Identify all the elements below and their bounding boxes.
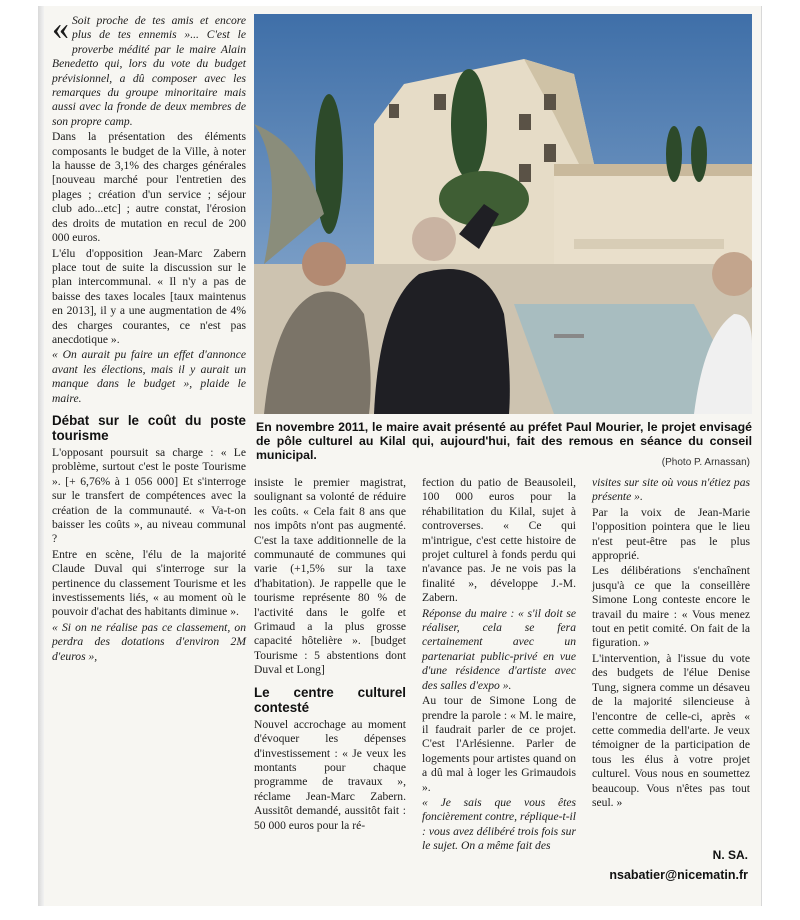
paragraph: visites sur site où vous n'étiez pas présente ». [592,476,750,504]
paragraph: insiste le premier magistrat, soulignant sa volonté de réduire les coûts. « Cela fait 8 ans que nos impôts n'ont pas augmenté. C'est la taxe additionnelle de la communauté de communes qui varie (+1,5% sur la taxe d'habitation). Je rappelle que le tourisme représente 80 % de l'activité dans le golfe et Grimaud a la plus grosse capacité hôtelière ». [budget Tourisme : 5 abstentions dont Duval et Long] [254,476,406,677]
column-1 [52,10,246,665]
article-photo [254,14,752,414]
subheading-tourisme: Débat sur le coût du poste tourisme [52,412,246,443]
paragraph: fection du patio de Beausoleil, 100 000 euros pour la réhabilitation du Kilal, sujet à controverses. « Ce qui m'intrigue, c'est cette histoire de projet culturel à fonds perdu qui n'avance pas. Je ne vois pas la finalité », développe J.-M. Zabern. [422,476,576,605]
paragraph: Entre en scène, l'élu de la majorité Claude Duval qui s'interroge sur la pertinence du classement Tourisme et les investissements liés, « au moment où le pouvoir d'achat des habitants diminue ». [52,547,246,619]
paragraph: Réponse du maire : « s'il doit se réaliser, cela se fera certainement avec un partenariat public-privé en vue d'une résidence d'artiste avec des salles d'expo ». [422,606,576,692]
photo-credit: (Photo P. Arnassan) [661,457,750,468]
column-2 [254,476,406,834]
photo-illustration [254,14,752,414]
author-initials: N. SA. [712,848,748,862]
paragraph: Dans la présentation des éléments composants le budget de la Ville, à noter la hausse de 3,1% des charges générales [nouveau marché pour l'entretien des plages ; création d'un service ; séjour club ado...etc] ; autre constat, l'érosion des droits de mutation en recul de 200 000 euros. [52,130,246,245]
paragraph: Les délibérations s'enchaînent jusqu'à ce que la conseillère Simone Long conteste encore le travail du maire : « Vous menez tout en petit comité. On fait de la figuration. » [592,564,750,650]
paragraph: Nouvel accrochage au moment d'évoquer les dépenses d'investissement : « Je veux les montants pour chaque programme de travaux », réclame Jean-Marc Zabern. Aussitôt demandé, aussitôt fait : 50 000 euros pour la ré- [254,717,406,832]
page-fold-shadow [38,6,44,906]
paragraph: Par la voix de Jean-Marie l'opposition pointera que le lieu n'est peut-être pas le plus approprié. [592,505,750,563]
opening-quote-mark: « [52,10,69,47]
column-4 [592,476,750,811]
paragraph: L'opposant poursuit sa charge : « Le problème, surtout c'est le poste Tourisme ». [+ 6,76% à 1 056 000] Et s'interroge sur le transfert de compétences avec la création de la communauté. « Va-t-on baisser les coûts », au niveau communal ? [52,445,246,546]
paragraph: « On aurait pu faire un effet d'annonce avant les élections, mais il y aurait un manque dans le budget », plaide le maire. [52,348,246,405]
paragraph: « Si on ne réalise pas ce classement, on perdra des dotations d'environ 2M d'euros », [52,620,246,663]
newspaper-page [38,6,762,906]
paragraph: L'élu d'opposition Jean-Marc Zabern place tout de suite la discussion sur le plan intercommunal. « Il n'y a pas de baisse des taxes locales [taux maintenus en 2013], il y a une augmentation de 4% des charges courantes, ce n'est pas anecdotique ». [52,246,246,346]
column-3 [422,476,576,855]
paragraph: L'intervention, à l'issue du vote des budgets de l'élue Denise Tung, signera comme un désaveu de la majorité silencieuse à l'encontre de celle-ci, après « cette commedia dell'arte. Je veux témoigner de la participation de tous les élus à votre projet culturel. Vous nous en soumettez beaucoup. Vous n'êtes pas tout seul. » [592,651,750,809]
author-email[interactable]: nsabatier@nicematin.fr [609,868,748,882]
paragraph: « Je sais que vous êtes foncièrement contre, réplique-t-il : vous avez délibéré trois fois sur le sujet. On a même fait des [422,795,576,853]
photo-caption: En novembre 2011, le maire avait présenté au préfet Paul Mourier, le projet envisagé de pôle culturel au Kilal qui, aujourd'hui, fait des remous en séance du conseil municipal. [256,420,752,463]
lead-paragraph: « Soit proche de tes amis et encore plus de tes ennemis »... C'est le proverbe médité par le maire Alain Benedetto qui, lors du vote du budget prévisionnel, a dû composer avec les remarques du groupe minoritaire mais aussi avec la fronde de deux membres de son propre camp. [52,10,246,128]
subheading-centre-culturel: Le centre culturel contesté [254,684,406,715]
paragraph: Au tour de Simone Long de prendre la parole : « M. le maire, il faudrait parler de ce projet. C'est l'Arlésienne. Parler de logements pour artistes quand on a dû mal à loger les Grimaudois ». [422,694,576,794]
